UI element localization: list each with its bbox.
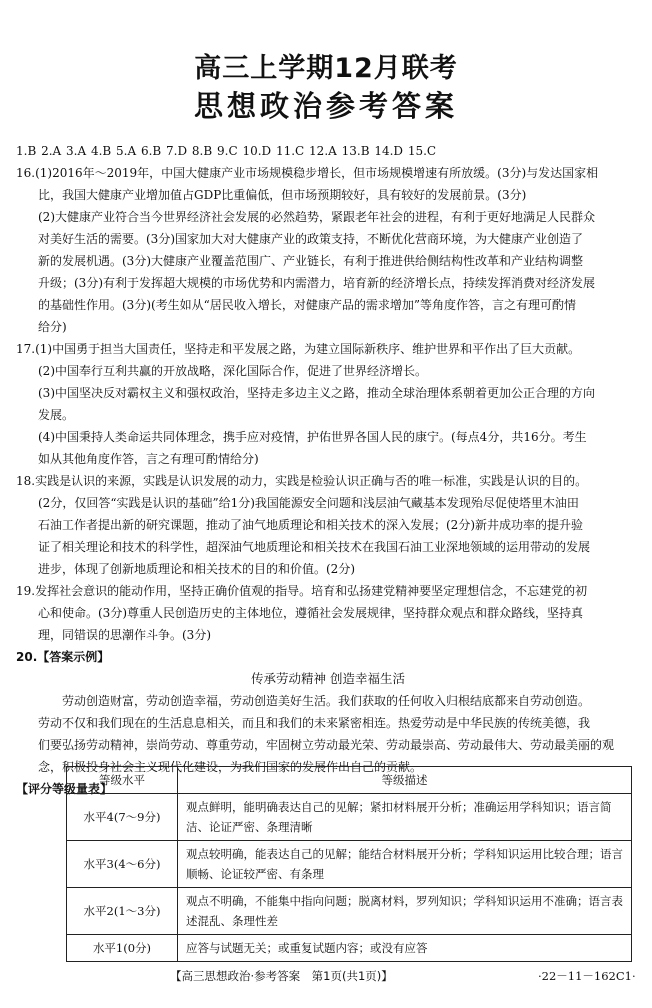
- q17-line: 17.(1)中国勇于担当大国责任，坚持走和平发展之路，为建立国际新秩序、维护世界和平作出了巨大贡献。: [16, 342, 581, 356]
- rubric-desc: 应答与试题无关；或重复试题内容；或没有应答: [178, 935, 632, 962]
- rubric-row: [67, 841, 632, 888]
- rubric-desc: 观点较明确，能表达自己的见解；能结合材料展开分析；学科知识运用比较合理；语言顺畅、论证较严密、有条理: [178, 841, 632, 888]
- rubric-row: [67, 935, 632, 962]
- essay-title: 传承劳动精神 创造幸福生活: [251, 671, 405, 686]
- q16-answer: [16, 162, 640, 338]
- rubric-row: [67, 794, 632, 841]
- q17-line: (2)中国奉行互利共赢的开放战略，深化国际合作，促进了世界经济增长。: [38, 364, 428, 378]
- q18-line: 证了相关理论和技术的科学性，超深油气地质理论和相关技术在我国石油工业深地领域的运用带动的发展: [38, 540, 591, 554]
- essay-line: 念，积极投身社会主义现代化建设，为我们国家的发展作出自己的贡献。: [38, 760, 423, 774]
- choice-answers: 1.B 2.A 3.A 4.B 5.A 6.B 7.D 8.B 9.C 10.D 11.C 12.A 13.B 14.D 15.C: [16, 144, 437, 158]
- rubric-col-level: 等级水平: [67, 767, 178, 794]
- q16-line: 升级；(3分)有利于发挥超大规模的市场优势和内需潜力，培育新的经济增长点，持续发挥消费对经济发展: [38, 276, 596, 290]
- rubric-row: [67, 888, 632, 935]
- rubric-level: 水平4(7～9分): [67, 794, 178, 841]
- q19-line: 理，同错误的思潮作斗争。(3分): [38, 628, 211, 642]
- q18-answer: [16, 470, 640, 580]
- q18-line: 石油工作者提出新的研究课题，推动了油气地质理论和相关技术的深入发展；(2分)新井成功率的提升验: [38, 518, 584, 532]
- q16-line: 新的发展机遇。(3分)大健康产业覆盖范围广、产业链长，有利于推进供给侧结构性改革和产业结构调整: [38, 254, 584, 268]
- q18-line: (2分，仅回答“实践是认识的基础”给1分)我国能源安全问题和浅层油气藏基本发现殆尽促使塔里木油田: [38, 496, 579, 510]
- essay-line: 劳动不仅和我们现在的生活息息相关，而且和我们的未来紧密相连。热爱劳动是中华民族的传统美德，我: [38, 716, 591, 730]
- rubric-table: [66, 766, 632, 962]
- rubric-level: 水平2(1～3分): [67, 888, 178, 935]
- q19-answer: [16, 580, 640, 646]
- rubric-heading: 【评分等级量表】: [16, 782, 113, 796]
- rubric-desc: 观点鲜明，能明确表达自己的见解；紧扣材料展开分析；准确运用学科知识；语言简洁、论证严密、条理清晰: [178, 794, 632, 841]
- footer-code: ·22－11－162C1·: [538, 969, 636, 983]
- rubric-header-row: [67, 767, 632, 794]
- rubric-level: 水平3(4～6分): [67, 841, 178, 888]
- exam-title: 高三上学期12月联考: [194, 53, 458, 84]
- rubric-level: 水平1(0分): [67, 935, 178, 962]
- q16-line: 的基础性作用。(3分)(考生如从“居民收入增长，对健康产品的需求增加”等角度作答，言之有理可酌情: [38, 298, 576, 312]
- q16-line: 对美好生活的需要。(3分)国家加大对大健康产业的政策支持，不断优化营商环境，为大健康产业创造了: [38, 232, 584, 246]
- exam-subtitle: 思想政治参考答案: [193, 89, 458, 123]
- rubric-col-desc: 等级描述: [178, 767, 632, 794]
- rubric-desc: 观点不明确，不能集中指向问题；脱离材料，罗列知识；学科知识运用不准确；语言表述混乱、条理性差: [178, 888, 632, 935]
- q18-line: 进步，体现了创新地质理论和相关技术的目的和价值。(2分): [38, 562, 356, 576]
- q17-line: 发展。: [38, 408, 75, 422]
- q19-line: 心和使命。(3分)尊重人民创造历史的主体地位，遵循社会发展规律，坚持群众观点和群众路线，坚持真: [38, 606, 584, 620]
- q16-line: 16.(1)2016年～2019年，中国大健康产业市场规模稳步增长，但市场规模增速有所放缓。(3分)与发达国家相: [16, 166, 599, 180]
- footer-title: 【高三思想政治·参考答案 第1页(共1页)】: [170, 969, 393, 983]
- q17-line: 如从其他角度作答，言之有理可酌情给分): [38, 452, 259, 466]
- q16-line: 给分): [38, 320, 67, 334]
- q17-answer: [16, 338, 640, 470]
- q16-line: (2)大健康产业符合当今世界经济社会发展的必然趋势，紧跟老年社会的进程，有利于更好地满足人民群众: [38, 210, 596, 224]
- q16-line: 比，我国大健康产业增加值占GDP比重偏低，但市场预期较好，具有较好的发展前景。(3分): [38, 188, 527, 202]
- q18-line: 18.实践是认识的来源，实践是认识发展的动力，实践是检验认识正确与否的唯一标准，实践是认识的目的。: [16, 474, 588, 488]
- essay-line: 们要弘扬劳动精神，崇尚劳动、尊重劳动，牢固树立劳动最光荣、劳动最崇高、劳动最伟大、劳动最美丽的观: [38, 738, 615, 752]
- q19-line: 19.发挥社会意识的能动作用，坚持正确价值观的指导。培育和弘扬建党精神要坚定理想信念，不忘建党的初: [16, 584, 588, 598]
- q20-heading: 20.【答案示例】: [16, 650, 110, 664]
- q17-line: (4)中国秉持人类命运共同体理念，携手应对疫情，护佑世界各国人民的康宁。(每点4分，共16分。考生: [38, 430, 587, 444]
- answer-body: [16, 140, 640, 800]
- q17-line: (3)中国坚决反对霸权主义和强权政治，坚持走多边主义之路，推动全球治理体系朝着更加公正合理的方向: [38, 386, 596, 400]
- essay-line: 劳动创造财富，劳动创造幸福，劳动创造美好生活。我们获取的任何收入归根结底都来自劳动创造。: [62, 694, 591, 708]
